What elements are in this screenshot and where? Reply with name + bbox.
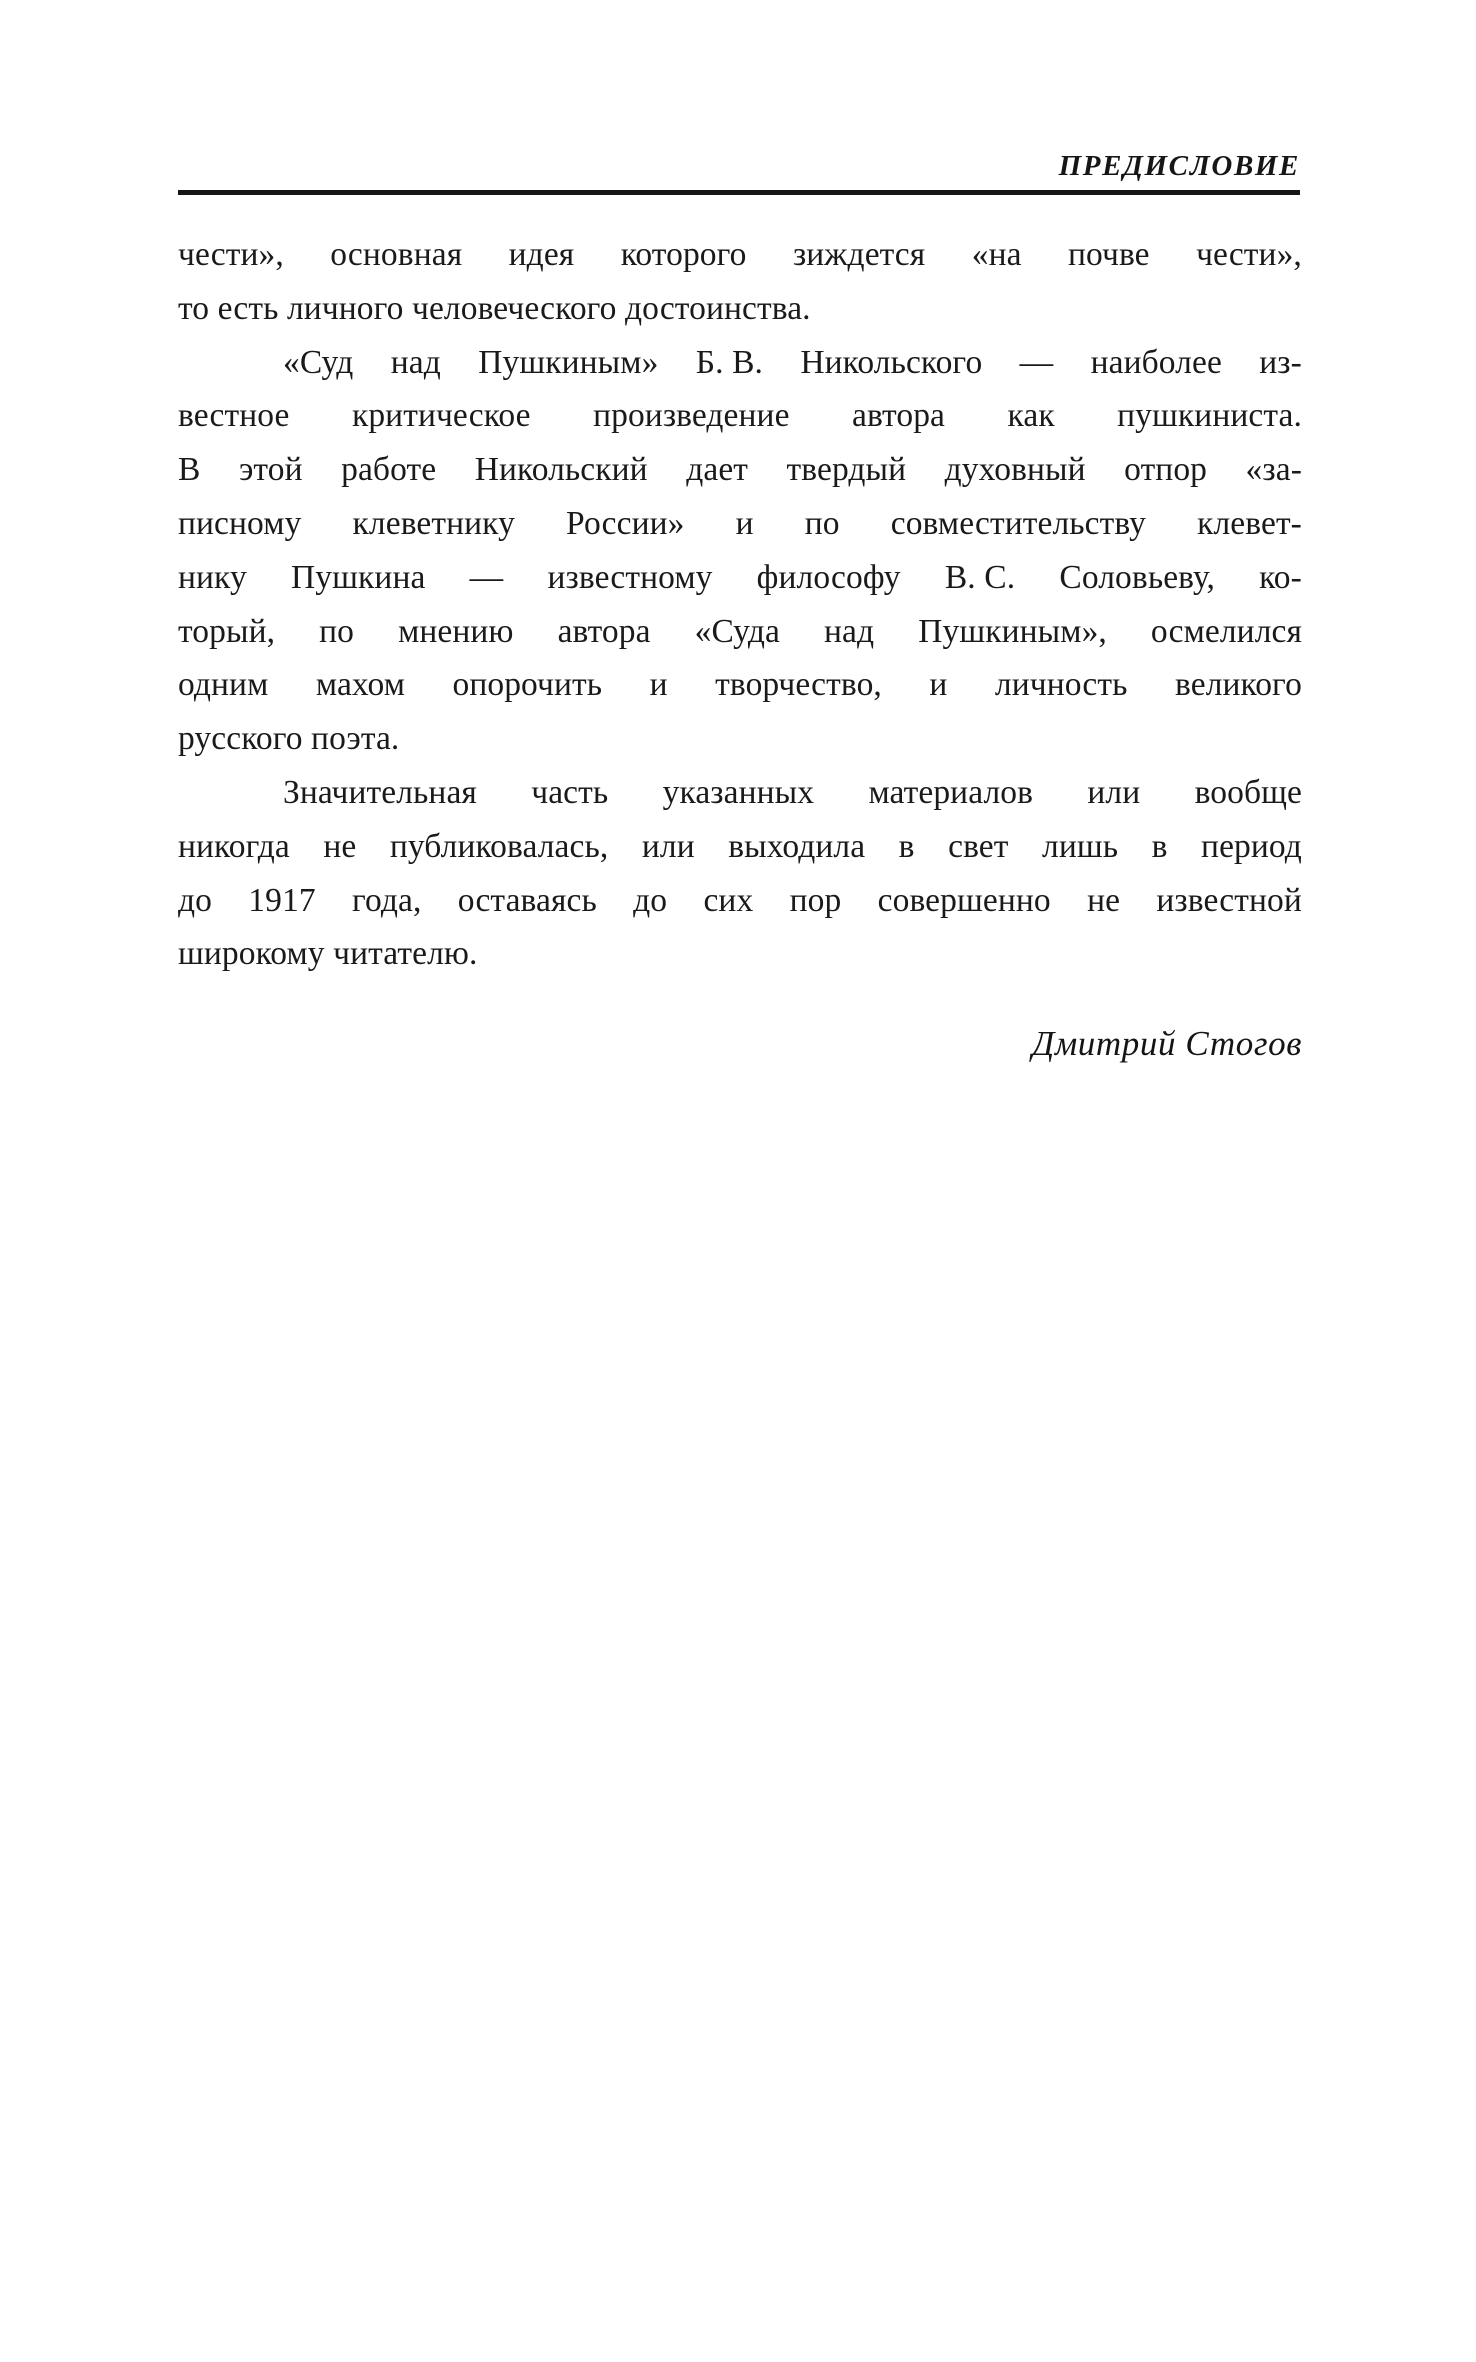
running-head [178,148,1300,194]
line-word: — [469,558,504,596]
line-word: России» [566,504,685,542]
line-word: Пушкина [291,558,426,596]
author-signature [178,1020,1302,1068]
line-word: творчество, [715,666,882,704]
line-word: Пушкиным», [918,612,1107,650]
line-word: «Суд [283,343,354,381]
text-line [178,228,1302,282]
line-word: дает [686,451,749,489]
text-line [178,874,1302,928]
line-word: выходила [728,827,866,865]
text-line [178,551,1302,605]
line-word: работе [341,451,437,489]
line-word: произведение [593,397,790,435]
line-word: клеветнику [352,504,515,542]
line-word: не [1087,881,1121,919]
line-word: свет [948,827,1009,865]
line-word: не [323,827,357,865]
line-word: «Суда [694,612,780,650]
line-word: по [319,612,355,650]
line-word: Б. В. [695,343,763,381]
body-text-block [178,228,1302,981]
line-word: до [633,881,668,919]
line-word: публиковалась, [389,827,609,865]
running-head-title: ПРЕДИСЛОВИЕ [1058,150,1300,182]
line-word: 1917 [248,881,316,919]
line-word: и [929,666,948,704]
line-word: пор [789,881,842,919]
line-word: вообще [1194,773,1302,811]
line-word: «за- [1245,451,1302,489]
line-word: основная [330,236,463,273]
line-word: Пушкиным» [478,343,659,381]
line-word: как [1007,397,1055,435]
line-word: или [641,827,695,865]
line-word: личность [994,666,1128,704]
line-word: лишь [1042,827,1119,865]
line-word: опорочить [452,666,603,704]
line-word: отпор [1124,451,1208,489]
line-word: известной [1156,881,1302,919]
line-word: В [178,451,201,489]
line-word: вестное [178,397,290,435]
line-word: указанных [662,773,815,811]
line-word: — [1019,343,1054,381]
line-word: по [804,504,840,542]
line-word: мнению [398,612,514,650]
text-line-indented [178,336,1302,390]
line-word: которого [620,236,747,273]
line-word: совместительству [890,504,1146,542]
text-line [178,605,1302,659]
line-word: никогда [178,827,290,865]
line-word: автора [852,397,946,435]
blank-page-remainder [0,1120,1476,2362]
line-word: писному [178,504,302,542]
line-word: Значительная [283,773,477,811]
line-word: Никольский [474,451,648,489]
line-word: чести», [1196,236,1302,273]
line-word: из- [1259,343,1302,381]
line-word: Никольского [800,343,983,381]
text-line [178,443,1302,497]
line-word: до [178,881,212,919]
text-line: то есть личного человеческого достоинства. [178,289,811,327]
line-word: клевет- [1197,504,1302,542]
line-word: Соловьеву, [1059,558,1215,596]
paragraph-1 [178,228,1302,336]
line-word: или [1087,773,1141,811]
line-word: над [824,612,875,650]
line-word: совершенно [877,881,1051,919]
line-word: одним [178,666,269,704]
line-word: «на [971,236,1022,273]
line-word: почве [1068,236,1150,273]
line-word: твердый [786,451,907,489]
line-word: оставаясь [457,881,597,919]
line-word: ко- [1259,558,1302,596]
line-word: нику [178,558,247,596]
text-line [178,820,1302,874]
line-word: великого [1175,666,1302,704]
line-word: зиждется [792,236,926,273]
line-word: и [649,666,668,704]
line-word: над [390,343,441,381]
line-word: критическое [351,397,531,435]
line-word: период [1201,827,1302,865]
line-word: в [1151,827,1168,865]
text-line [178,658,1302,712]
line-word: известному [547,558,713,596]
line-word: наиболее [1090,343,1222,381]
line-word: сих [703,881,754,919]
line-word: В. С. [944,558,1016,596]
line-word: философу [756,558,901,596]
line-word: часть [531,773,609,811]
text-line [178,497,1302,551]
line-word: торый, [178,612,276,650]
line-word: года, [352,881,422,919]
line-word: идея [508,236,575,273]
line-word: духовный [944,451,1086,489]
paragraph-2 [178,336,1302,766]
text-line [178,389,1302,443]
line-word: чести», [178,236,284,273]
text-line: широкому читателю. [178,935,478,973]
text-line-indented [178,766,1302,820]
header-rule-divider [178,190,1300,195]
line-word: осмелился [1150,612,1302,650]
line-word: в [898,827,915,865]
text-line: русского поэта. [178,720,400,758]
line-word: и [735,504,754,542]
line-word: материалов [868,773,1034,811]
line-word: автора [557,612,651,650]
line-word: махом [315,666,405,704]
line-word: этой [238,451,303,489]
line-word: пушкиниста. [1117,397,1302,435]
signature-name: Дмитрий Стогов [1032,1024,1302,1063]
paragraph-3 [178,766,1302,981]
